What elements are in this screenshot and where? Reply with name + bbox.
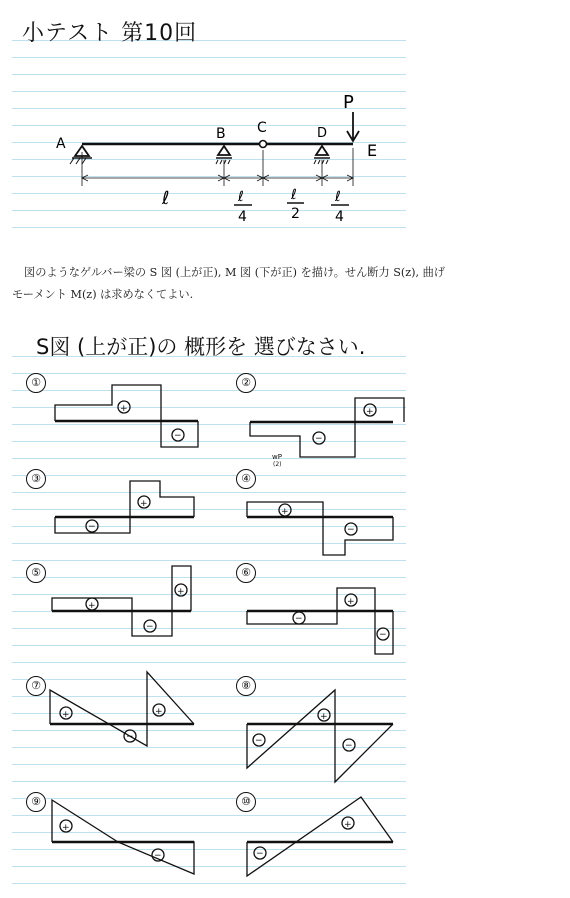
dim-l2-den: 2 (291, 206, 300, 222)
svg-text:+: + (366, 407, 374, 417)
label-e: E (367, 141, 378, 160)
svg-text:+: + (62, 823, 70, 833)
option-number-5: ⑤ (26, 563, 46, 583)
svg-text:+: + (177, 587, 185, 597)
svg-text:+: + (347, 597, 355, 607)
svg-text:wP: wP (272, 453, 282, 461)
svg-text:+: + (281, 507, 289, 517)
svg-text:−: − (379, 630, 387, 640)
dim-l2-num: ℓ (291, 187, 297, 203)
problem-line-2: モーメント M(z) は求めなくてよい. (12, 288, 194, 301)
dim-l4a-num: ℓ (238, 189, 244, 205)
option-2-diagram (250, 398, 404, 468)
svg-text:−: − (345, 741, 353, 751)
option-number-9: ⑨ (26, 792, 46, 812)
svg-text:+: + (320, 712, 328, 722)
option-7-diagram (50, 672, 194, 746)
svg-text:−: − (126, 732, 134, 742)
label-d: D (317, 126, 328, 141)
svg-text:+: + (120, 404, 128, 414)
label-a: A (56, 136, 66, 152)
option-number-6: ⑥ (236, 563, 256, 583)
option-number-4: ④ (236, 469, 256, 489)
svg-text:+: + (62, 710, 70, 720)
option-number-1: ① (26, 373, 46, 393)
svg-text:−: − (174, 431, 182, 441)
page-title: 小テスト 第10回 (22, 21, 198, 46)
label-c: C (257, 120, 267, 136)
svg-text:+: + (88, 601, 96, 611)
option-6-diagram (247, 588, 393, 654)
option-10-diagram (247, 797, 393, 876)
svg-text:+: + (140, 499, 148, 509)
svg-text:−: − (146, 622, 154, 632)
option-9-diagram (52, 800, 194, 874)
svg-text:+: + (155, 707, 163, 717)
dim-l4a-den: 4 (238, 209, 247, 225)
option-3-diagram (55, 481, 194, 533)
svg-text:−: − (295, 614, 303, 624)
svg-text:−: − (315, 434, 323, 444)
label-b: B (216, 126, 226, 142)
option-number-3: ③ (26, 469, 46, 489)
svg-text:−: − (88, 522, 96, 532)
option-number-10: ⑩ (236, 792, 256, 812)
svg-text:+: + (344, 820, 352, 830)
svg-text:−: − (347, 525, 355, 535)
label-p: P (343, 92, 354, 113)
option-1-diagram (55, 385, 198, 447)
problem-line-1: 図のようなゲルバー梁の S 図 (上が正), M 図 (下が正) を描け。せん断力 S(z), 曲げ (24, 266, 445, 279)
svg-text:(2): (2) (273, 461, 282, 468)
dim-l4b-den: 4 (335, 209, 344, 225)
dim-l: ℓ (162, 188, 170, 209)
section-title: S図 (上が正)の 概形を 選びなさい. (36, 335, 366, 359)
option-8-diagram (247, 690, 393, 782)
dim-l4b-num: ℓ (335, 189, 341, 205)
option-number-8: ⑧ (236, 676, 256, 696)
option-number-7: ⑦ (26, 676, 46, 696)
svg-text:−: − (255, 736, 263, 746)
svg-text:−: − (154, 851, 162, 861)
option-number-2: ② (236, 373, 256, 393)
option-5-diagram (52, 566, 191, 636)
option-4-diagram (247, 502, 393, 555)
svg-text:−: − (256, 849, 264, 859)
